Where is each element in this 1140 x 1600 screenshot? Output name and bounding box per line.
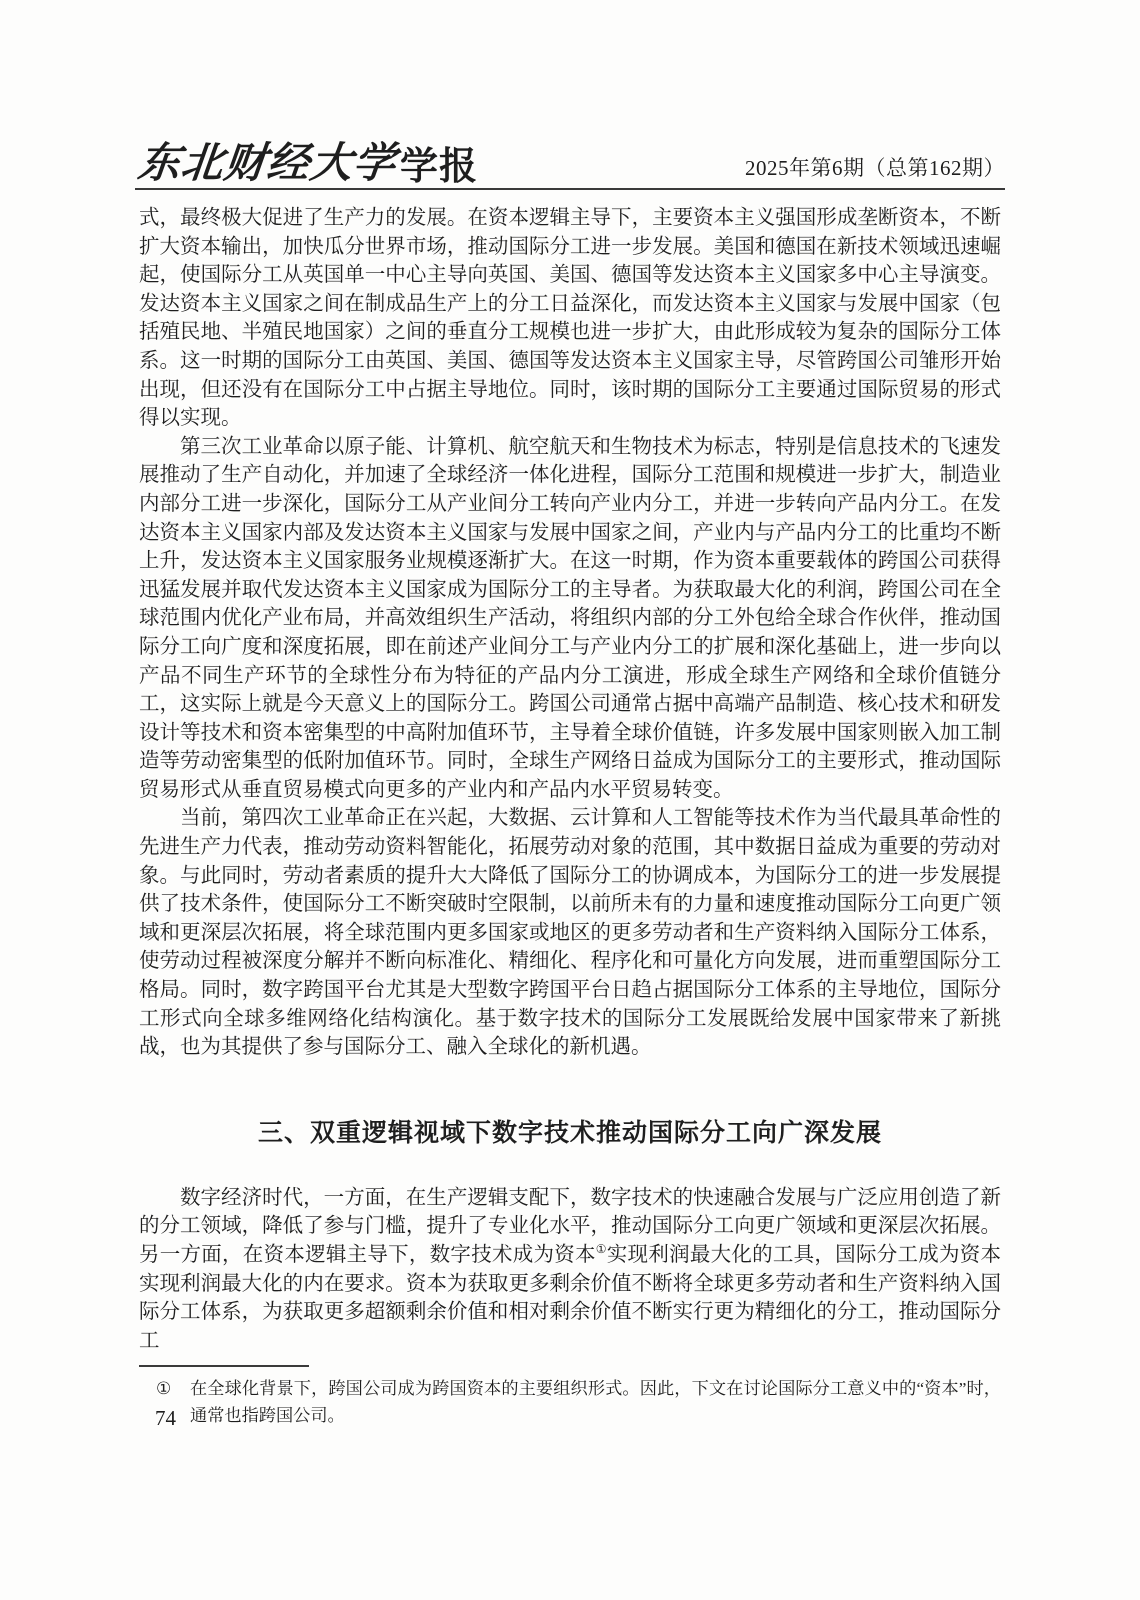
page-number: 74	[155, 1406, 176, 1430]
body-paragraph: 当前，第四次工业革命正在兴起，大数据、云计算和人工智能等技术作为当代最具革命性的先进生产力代表，推动劳动资料智能化，拓展劳动对象的范围，其中数据日益成为重要的劳动对象。与此同时，劳动者素质的提升大大降低了国际分工的协调成本，为国际分工的进一步发展提供了技术条件，使国际分工不断突破时空限制，以前所未有的力量和速度推动国际分工向更广领域和更深层次拓展，将全球范围内更多国家或地区的更多劳动者和生产资料纳入国际分工体系，使劳动过程被深度分解并不断向标准化、精细化、程序化和可量化方向发展，进而重塑国际分工格局。同时，数字跨国平台尤其是大型数字跨国平台日趋占据国际分工体系的主导地位，国际分工形式向全球多维网络化结构演化。基于数字技术的国际分工发展既给发展中国家带来了新挑战，也为其提供了参与国际分工、融入全球化的新机遇。	[139, 807, 1001, 1059]
paragraph-text-before-ref: 数字经济时代，一方面，在生产逻辑支配下，数字技术的快速融合发展与广泛应用创造了新的分工领域，降低了参与门槛，提升了专业化水平，推动国际分工向更广领域和更深层次拓展。另一方面，在资本逻辑主导下，数字技术成为资本	[139, 1186, 1001, 1266]
header-divider	[135, 188, 1005, 190]
journal-logo-suffix: 学报	[400, 146, 479, 188]
body-paragraph	[139, 1184, 1001, 1356]
journal-logo-calligraphy: 东北财经大学	[135, 141, 399, 187]
footnote-divider	[139, 1365, 309, 1367]
body-paragraph: 第三次工业革命以原子能、计算机、航空航天和生物技术为标志，特别是信息技术的飞速发展推动了生产自动化，并加速了全球经济一体化进程，国际分工范围和规模进一步扩大，制造业内部分工进一步深化，国际分工从产业间分工转向产业内分工，并进一步转向产品内分工。在发达资本主义国家内部及发达资本主义国家与发展中国家之间，产业内与产品内分工的比重均不断上升，发达资本主义国家服务业规模逐渐扩大。在这一时期，作为资本重要载体的跨国公司获得迅猛发展并取代发达资本主义国家成为国际分工的主导者。为获取最大化的利润，跨国公司在全球范围内优化产业布局，并高效组织生产活动，将组织内部的分工外包给全球合作伙伴，推动国际分工向广度和深度拓展，即在前述产业间分工与产业内分工的扩展和深化基础上，进一步向以产品不同生产环节的全球性分布为特征的产品内分工演进，形成全球生产网络和全球价值链分工，这实际上就是今天意义上的国际分工。跨国公司通常占据中高端产品制造、核心技术和研发设计等技术和资本密集型的中高附加值环节，主导着全球价值链，许多发展中国家则嵌入加工制造等劳动密集型的低附加值环节。同时，全球生产网络日益成为国际分工的主要形式，推动国际贸易形式从垂直贸易模式向更多的产业内和产品内水平贸易转变。	[139, 435, 1001, 801]
paragraph-text-after-ref: 实现利润最大化的工具，国际分工成为资本实现利润最大化的内在要求。资本为获取更多剩余价值不断将全球更多劳动者和生产资料纳入国际分工体系，为获取更多超额剩余价值和相对剩余价值不断实行更为精细化的分工，推动国际分工	[139, 1244, 1002, 1352]
section-heading: 三、双重逻辑视域下数字技术推动国际分工向广深发展	[257, 1118, 882, 1147]
article-body	[139, 204, 1001, 1429]
footnote	[139, 1375, 1001, 1429]
issue-info: 2025年第6期（总第162期）	[745, 156, 1005, 180]
body-paragraph: 式，最终极大促进了生产力的发展。在资本逻辑主导下，主要资本主义强国形成垄断资本，不断扩大资本输出，加快瓜分世界市场，推动国际分工进一步发展。美国和德国在新技术领域迅速崛起，使国际分工从英国单一中心主导向英国、美国、德国等发达资本主义国家多中心主导演变。发达资本主义国家之间在制成品生产上的分工日益深化，而发达资本主义国家与发展中国家（包括殖民地、半殖民地国家）之间的垂直分工规模也进一步扩大，由此形成较为复杂的国际分工体系。这一时期的国际分工由英国、美国、德国等发达资本主义国家主导，尽管跨国公司雏形开始出现，但还没有在国际分工中占据主导地位。同时，该时期的国际分工主要通过国际贸易的形式得以实现。	[139, 207, 1001, 430]
footnote-text: 在全球化背景下，跨国公司成为跨国资本的主要组织形式。因此，下文在讨论国际分工意义中的“资本”时，通常也指跨国公司。	[190, 1379, 1001, 1426]
page-header	[135, 138, 1005, 190]
footnote-marker: ①	[156, 1379, 172, 1399]
journal-logo	[135, 141, 479, 188]
footnote-reference-superscript: ①	[595, 1242, 607, 1257]
